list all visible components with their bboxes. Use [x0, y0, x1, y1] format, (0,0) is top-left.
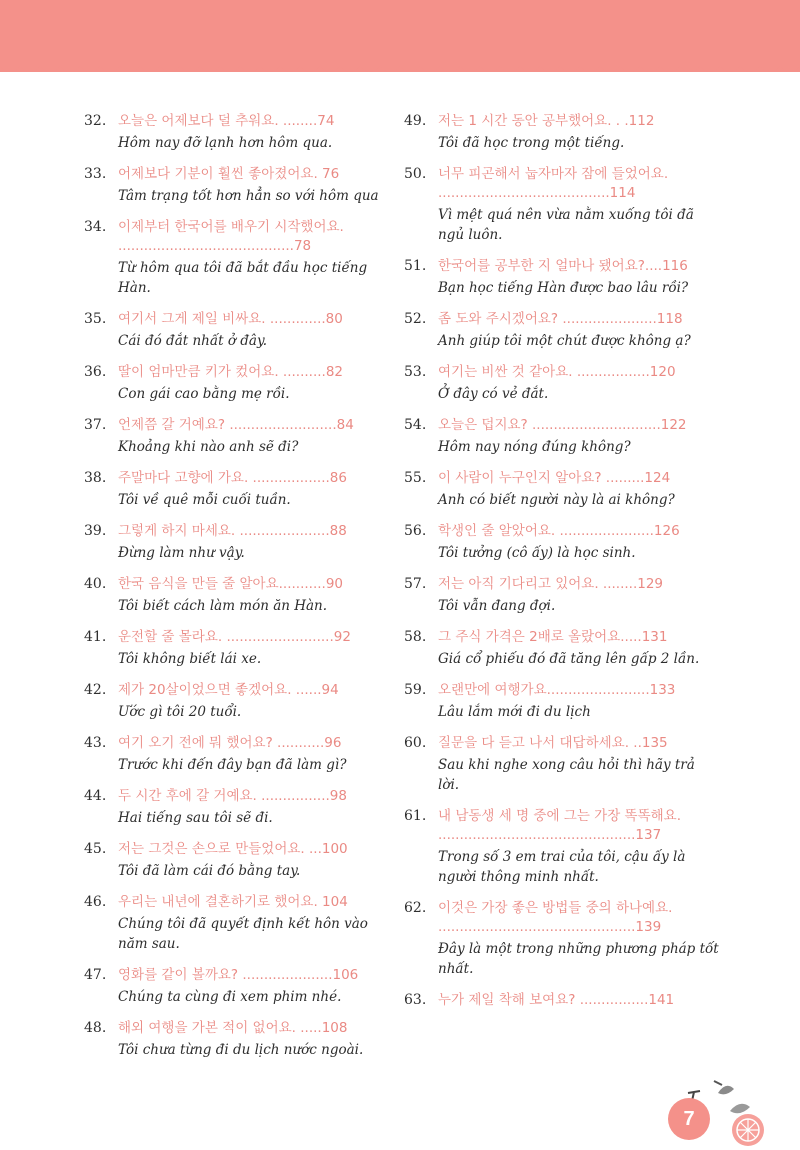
entry-number: 37. [84, 417, 107, 433]
entry-number: 58. [404, 629, 427, 645]
entry-body [438, 628, 720, 669]
entry-number: 53. [404, 364, 427, 380]
toc-entry[interactable] [404, 165, 720, 245]
toc-entry[interactable] [404, 628, 720, 669]
vietnamese-translation: Đừng làm như vậy. [118, 545, 245, 561]
vietnamese-translation: Khoảng khi nào anh sẽ đi? [118, 439, 299, 455]
toc-entry[interactable] [84, 469, 396, 510]
entry-body [118, 522, 396, 563]
entry-number: 62. [404, 900, 427, 916]
korean-sentence: 주말마다 고향에 가요. ..................86 [118, 470, 347, 486]
toc-entry[interactable] [404, 416, 720, 457]
vietnamese-translation: Giá cổ phiếu đó đã tăng lên gấp 2 lần. [438, 651, 700, 667]
korean-sentence: 그 주식 가격은 2배로 올랐어요.....131 [438, 629, 668, 645]
entry-number: 52. [404, 311, 427, 327]
korean-sentence: 운전할 줄 몰라요. .........................92 [118, 629, 351, 645]
entry-body [118, 840, 396, 881]
toc-entry[interactable] [84, 218, 396, 298]
korean-sentence: 질문을 다 듣고 나서 대답하세요. ..135 [438, 735, 668, 751]
entry-body [118, 469, 396, 510]
page-number-badge: 7 [668, 1098, 710, 1140]
vietnamese-translation: Hôm nay nóng đúng không? [438, 439, 631, 455]
korean-sentence: 너무 피곤해서 눕자마자 잠에 들었어요. ........................................114 [438, 166, 669, 201]
entry-body [438, 310, 720, 351]
entry-body [118, 1019, 396, 1060]
entry-number: 61. [404, 808, 427, 824]
entry-body [438, 257, 720, 298]
entry-number: 60. [404, 735, 427, 751]
entry-number: 45. [84, 841, 107, 857]
entry-number: 44. [84, 788, 107, 804]
toc-entry[interactable] [404, 310, 720, 351]
entry-number: 36. [84, 364, 107, 380]
vietnamese-translation: Tâm trạng tốt hơn hẳn so với hôm qua [118, 188, 379, 204]
entry-body [118, 681, 396, 722]
toc-entry[interactable] [84, 840, 396, 881]
vietnamese-translation: Vì mệt quá nên vừa nằm xuống tôi đã ngủ luôn. [438, 207, 694, 243]
entry-number: 57. [404, 576, 427, 592]
vietnamese-translation: Tôi vẫn đang đợi. [438, 598, 556, 614]
toc-entry[interactable] [84, 416, 396, 457]
korean-sentence: 두 시간 후에 갈 거예요. ................98 [118, 788, 347, 804]
korean-sentence: 오늘은 어제보다 덜 추워요. ........74 [118, 113, 335, 129]
entry-body [438, 575, 720, 616]
vietnamese-translation: Từ hôm qua tôi đã bắt đầu học tiếng Hàn. [118, 260, 368, 296]
toc-entry[interactable] [84, 734, 396, 775]
toc-entry[interactable] [404, 257, 720, 298]
entry-body [118, 575, 396, 616]
entry-number: 39. [84, 523, 107, 539]
toc-entry[interactable] [84, 966, 396, 1007]
vietnamese-translation: Tôi biết cách làm món ăn Hàn. [118, 598, 328, 614]
entry-number: 38. [84, 470, 107, 486]
toc-entry[interactable] [84, 893, 396, 954]
korean-sentence: 누가 제일 착해 보여요? ................141 [438, 992, 675, 1008]
korean-sentence: 어제보다 기분이 훨씬 좋아졌어요. 76 [118, 166, 340, 182]
toc-entry[interactable] [404, 575, 720, 616]
korean-sentence: 딸이 엄마만큼 키가 컸어요. ..........82 [118, 364, 343, 380]
toc-entry[interactable] [84, 112, 396, 153]
entry-body [118, 893, 396, 954]
korean-sentence: 오늘은 덥지요? ..............................122 [438, 417, 687, 433]
toc-entry[interactable] [404, 807, 720, 887]
korean-sentence: 영화를 같이 볼까요? .....................106 [118, 967, 359, 983]
vietnamese-translation: Ước gì tôi 20 tuổi. [118, 704, 242, 720]
entry-number: 63. [404, 992, 427, 1008]
korean-sentence: 여기는 비싼 것 같아요. .................120 [438, 364, 676, 380]
korean-sentence: 저는 1 시간 동안 공부했어요. . .112 [438, 113, 655, 129]
entry-number: 46. [84, 894, 107, 910]
toc-entry[interactable] [84, 165, 396, 206]
vietnamese-translation: Lâu lắm mới đi du lịch [438, 704, 591, 720]
entry-body [118, 363, 396, 404]
toc-entry[interactable] [404, 112, 720, 153]
toc-entry[interactable] [84, 363, 396, 404]
korean-sentence: 내 남동생 세 명 중에 그는 가장 똑똑해요. ..............................................137 [438, 808, 681, 843]
entry-body [438, 734, 720, 795]
korean-sentence: 한국 음식을 만들 줄 알아요...........90 [118, 576, 343, 592]
entry-body [118, 628, 396, 669]
entry-body [438, 807, 720, 887]
leaf-icon [714, 1081, 750, 1113]
entry-number: 51. [404, 258, 427, 274]
entry-number: 41. [84, 629, 107, 645]
korean-sentence: 해외 여행을 가본 적이 없어요. .....108 [118, 1020, 348, 1036]
toc-entry[interactable] [84, 575, 396, 616]
vietnamese-translation: Hai tiếng sau tôi sẽ đi. [118, 810, 273, 826]
vietnamese-translation: Trong số 3 em trai của tôi, cậu ấy là người thông minh nhất. [438, 849, 686, 885]
korean-sentence: 이제부터 한국어를 배우기 시작했어요. .........................................78 [118, 219, 344, 254]
entry-body [438, 522, 720, 563]
entry-number: 49. [404, 113, 427, 129]
vietnamese-translation: Đây là một trong những phương pháp tốt nhất. [438, 941, 719, 977]
korean-sentence: 여기 오기 전에 뭐 했어요? ...........96 [118, 735, 342, 751]
entry-body [438, 165, 720, 245]
korean-sentence: 이 사람이 누구인지 알아요? .........124 [438, 470, 671, 486]
korean-sentence: 학생인 줄 알았어요. ......................126 [438, 523, 680, 539]
entry-body [118, 310, 396, 351]
vietnamese-translation: Tôi tưởng (cô ấy) là học sinh. [438, 545, 636, 561]
entry-number: 47. [84, 967, 107, 983]
entry-body [118, 416, 396, 457]
entry-body [438, 363, 720, 404]
toc-entry[interactable] [404, 469, 720, 510]
vietnamese-translation: Ở đây có vẻ đắt. [438, 386, 549, 402]
entry-number: 54. [404, 417, 427, 433]
toc-entry[interactable] [404, 899, 720, 979]
entry-body [118, 966, 396, 1007]
vietnamese-translation: Tôi chưa từng đi du lịch nước ngoài. [118, 1042, 364, 1058]
entry-body [118, 218, 396, 298]
entry-body [438, 899, 720, 979]
vietnamese-translation: Tôi đã làm cái đó bằng tay. [118, 863, 301, 879]
vietnamese-translation: Tôi không biết lái xe. [118, 651, 262, 667]
entry-body [438, 416, 720, 457]
entry-body [118, 734, 396, 775]
orange-slice-icon [732, 1114, 764, 1146]
vietnamese-translation: Anh giúp tôi một chút được không ạ? [438, 333, 691, 349]
vietnamese-translation: Bạn học tiếng Hàn được bao lâu rồi? [438, 280, 689, 296]
toc-entry[interactable] [404, 681, 720, 722]
korean-sentence: 언제쯤 갈 거예요? .........................84 [118, 417, 354, 433]
vietnamese-translation: Sau khi nghe xong câu hỏi thì hãy trả lời. [438, 757, 695, 793]
korean-sentence: 저는 아직 기다리고 있어요. ........129 [438, 576, 664, 592]
entry-number: 59. [404, 682, 427, 698]
entry-number: 55. [404, 470, 427, 486]
toc-entry[interactable] [84, 522, 396, 563]
entry-number: 35. [84, 311, 107, 327]
entry-number: 33. [84, 166, 107, 182]
toc-entry[interactable] [84, 681, 396, 722]
scalloped-edge [0, 56, 800, 80]
entry-number: 50. [404, 166, 427, 182]
vietnamese-translation: Con gái cao bằng mẹ rồi. [118, 386, 290, 402]
entry-number: 48. [84, 1020, 107, 1036]
entry-number: 42. [84, 682, 107, 698]
entry-number: 40. [84, 576, 107, 592]
entry-body [118, 112, 396, 153]
vietnamese-translation: Trước khi đến đây bạn đã làm gì? [118, 757, 347, 773]
vietnamese-translation: Tôi đã học trong một tiếng. [438, 135, 625, 151]
vietnamese-translation: Chúng tôi đã quyết định kết hôn vào năm sau. [118, 916, 368, 952]
toc-entry[interactable] [84, 628, 396, 669]
entry-body [438, 681, 720, 722]
korean-sentence: 제가 20살이었으면 좋겠어요. ......94 [118, 682, 339, 698]
vietnamese-translation: Tôi về quê mỗi cuối tuần. [118, 492, 291, 508]
entry-number: 34. [84, 219, 107, 235]
vietnamese-translation: Anh có biết người này là ai không? [438, 492, 675, 508]
toc-entry[interactable] [84, 787, 396, 828]
toc-entry[interactable] [404, 522, 720, 563]
toc-column-left [84, 112, 396, 1072]
korean-sentence: 우리는 내년에 결혼하기로 했어요. 104 [118, 894, 348, 910]
korean-sentence: 그렇게 하지 마세요. .....................88 [118, 523, 347, 539]
entry-body [438, 112, 720, 153]
entry-body [438, 991, 720, 1010]
entry-number: 43. [84, 735, 107, 751]
korean-sentence: 여기서 그게 제일 비싸요. .............80 [118, 311, 343, 327]
vietnamese-translation: Cái đó đắt nhất ở đây. [118, 333, 268, 349]
toc-entry[interactable] [404, 363, 720, 404]
entry-body [118, 787, 396, 828]
toc-entry[interactable] [84, 1019, 396, 1060]
vietnamese-translation: Chúng ta cùng đi xem phim nhé. [118, 989, 342, 1005]
toc-column-right [404, 112, 720, 1022]
korean-sentence: 좀 도와 주시겠어요? ......................118 [438, 311, 683, 327]
toc-entry[interactable] [404, 734, 720, 795]
toc-entry[interactable] [84, 310, 396, 351]
vietnamese-translation: Hôm nay đỡ lạnh hơn hôm qua. [118, 135, 333, 151]
korean-sentence: 저는 그것은 손으로 만들었어요. ...100 [118, 841, 348, 857]
toc-entry[interactable] [404, 991, 720, 1010]
entry-number: 56. [404, 523, 427, 539]
korean-sentence: 이것은 가장 좋은 방법들 중의 하나예요. ..............................................139 [438, 900, 673, 935]
entry-number: 32. [84, 113, 107, 129]
entry-body [438, 469, 720, 510]
korean-sentence: 오랜만에 여행가요........................133 [438, 682, 676, 698]
entry-body [118, 165, 396, 206]
korean-sentence: 한국어를 공부한 지 얼마나 됐어요?....116 [438, 258, 688, 274]
